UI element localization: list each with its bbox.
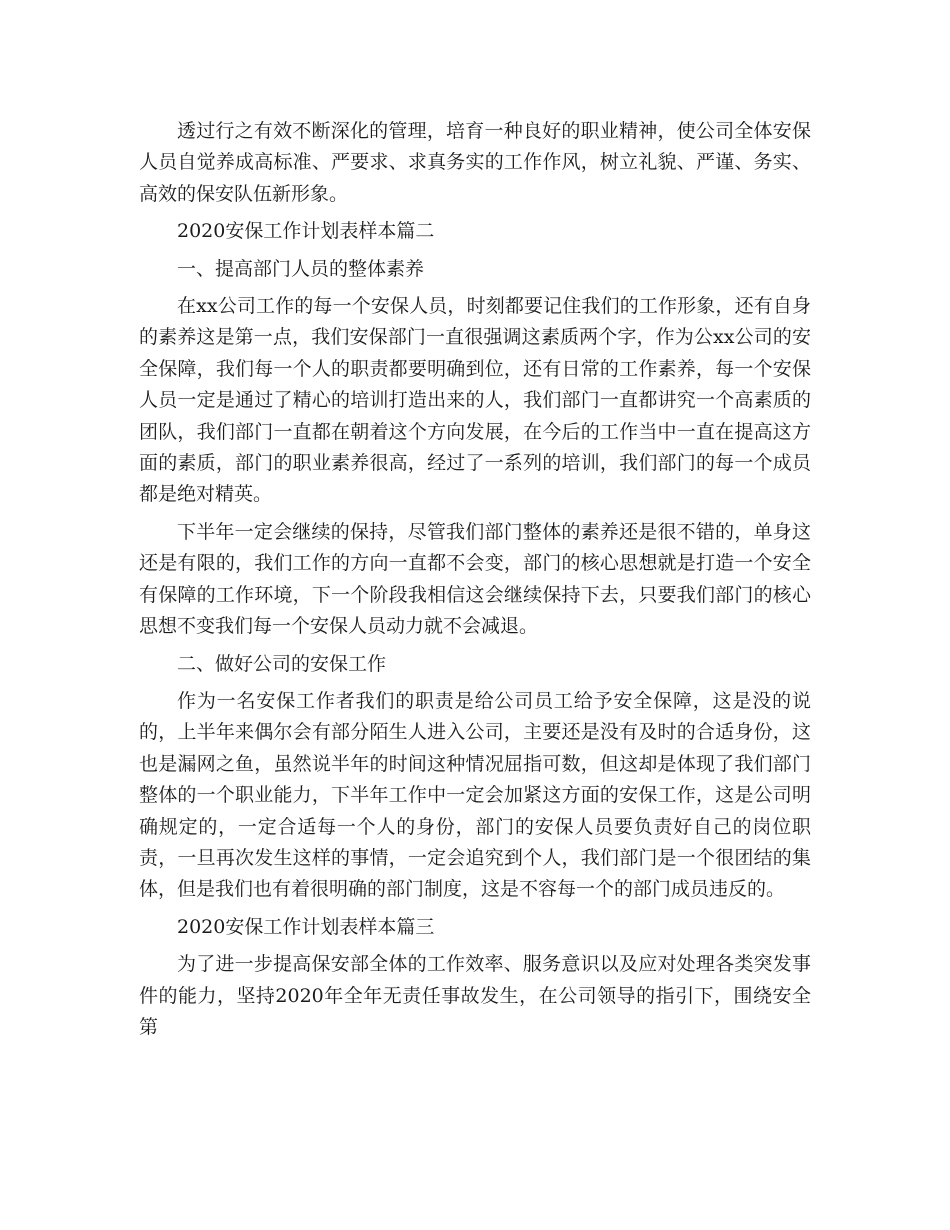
section-title-part-three: 2020安保工作计划表样本篇三	[177, 915, 435, 938]
subheading-security-work: 二、做好公司的安保工作	[177, 652, 387, 675]
paragraph-intro: 透过行之有效不断深化的管理，培育一种良好的职业精神，使公司全体安保人员自觉养成高标准、严要求、求真务实的工作作风，树立礼貌、严谨、务实、高效的保安队伍新形象。	[139, 120, 811, 205]
subheading-improve-quality: 一、提高部门人员的整体素养	[177, 257, 425, 280]
paragraph-second-half: 下半年一定会继续的保持，尽管我们部门整体的素养还是很不错的，单身这还是有限的，我们工作的方向一直都不会变，部门的核心思想就是打造一个安全有保障的工作环境，下一个阶段我相信这会继续保持下去，只要我们部门的核心思想不变我们每一个安保人员动力就不会减退。	[139, 520, 811, 638]
document-body	[139, 116, 811, 1049]
section-title-part-two: 2020安保工作计划表样本篇二	[177, 220, 435, 243]
paragraph-efficiency: 为了进一步提高保安部全体的工作效率、服务意识以及应对处理各类突发事件的能力，坚持2020年全年无责任事故发生，在公司领导的指引下，围绕安全第	[139, 953, 811, 1038]
paragraph-security-duty: 作为一名安保工作者我们的职责是给公司员工给予安全保障，这是没的说的，上半年来偶尔会有部分陌生人进入公司，主要还是没有及时的合适身份，这也是漏网之鱼，虽然说半年的时间这种情况屈指可数，但这却是体现了我们部门整体的一个职业能力，下半年工作中一定会加紧这方面的安保工作，这是公司明确规定的，一定合适每一个人的身份，部门的安保人员要负责好自己的岗位职责，一旦再次发生这样的事情，一定会追究到个人，我们部门是一个很团结的集体，但是我们也有着很明确的部门制度，这是不容每一个的部门成员违反的。	[139, 689, 811, 901]
paragraph-quality: 在xx公司工作的每一个安保人员，时刻都要记住我们的工作形象，还有自身的素养这是第一点，我们安保部门一直很强调这素质两个字，作为公xx公司的安全保障，我们每一个人的职责都要明确到位，还有日常的工作素养，每一个安保人员一定是通过了精心的培训打造出来的人，我们部门一直都讲究一个高素质的团队，我们部门一直都在朝着这个方向发展，在今后的工作当中一直在提高这方面的素质，部门的职业素养很高，经过了一系列的培训，我们部门的每一个成员都是绝对精英。	[139, 295, 811, 506]
